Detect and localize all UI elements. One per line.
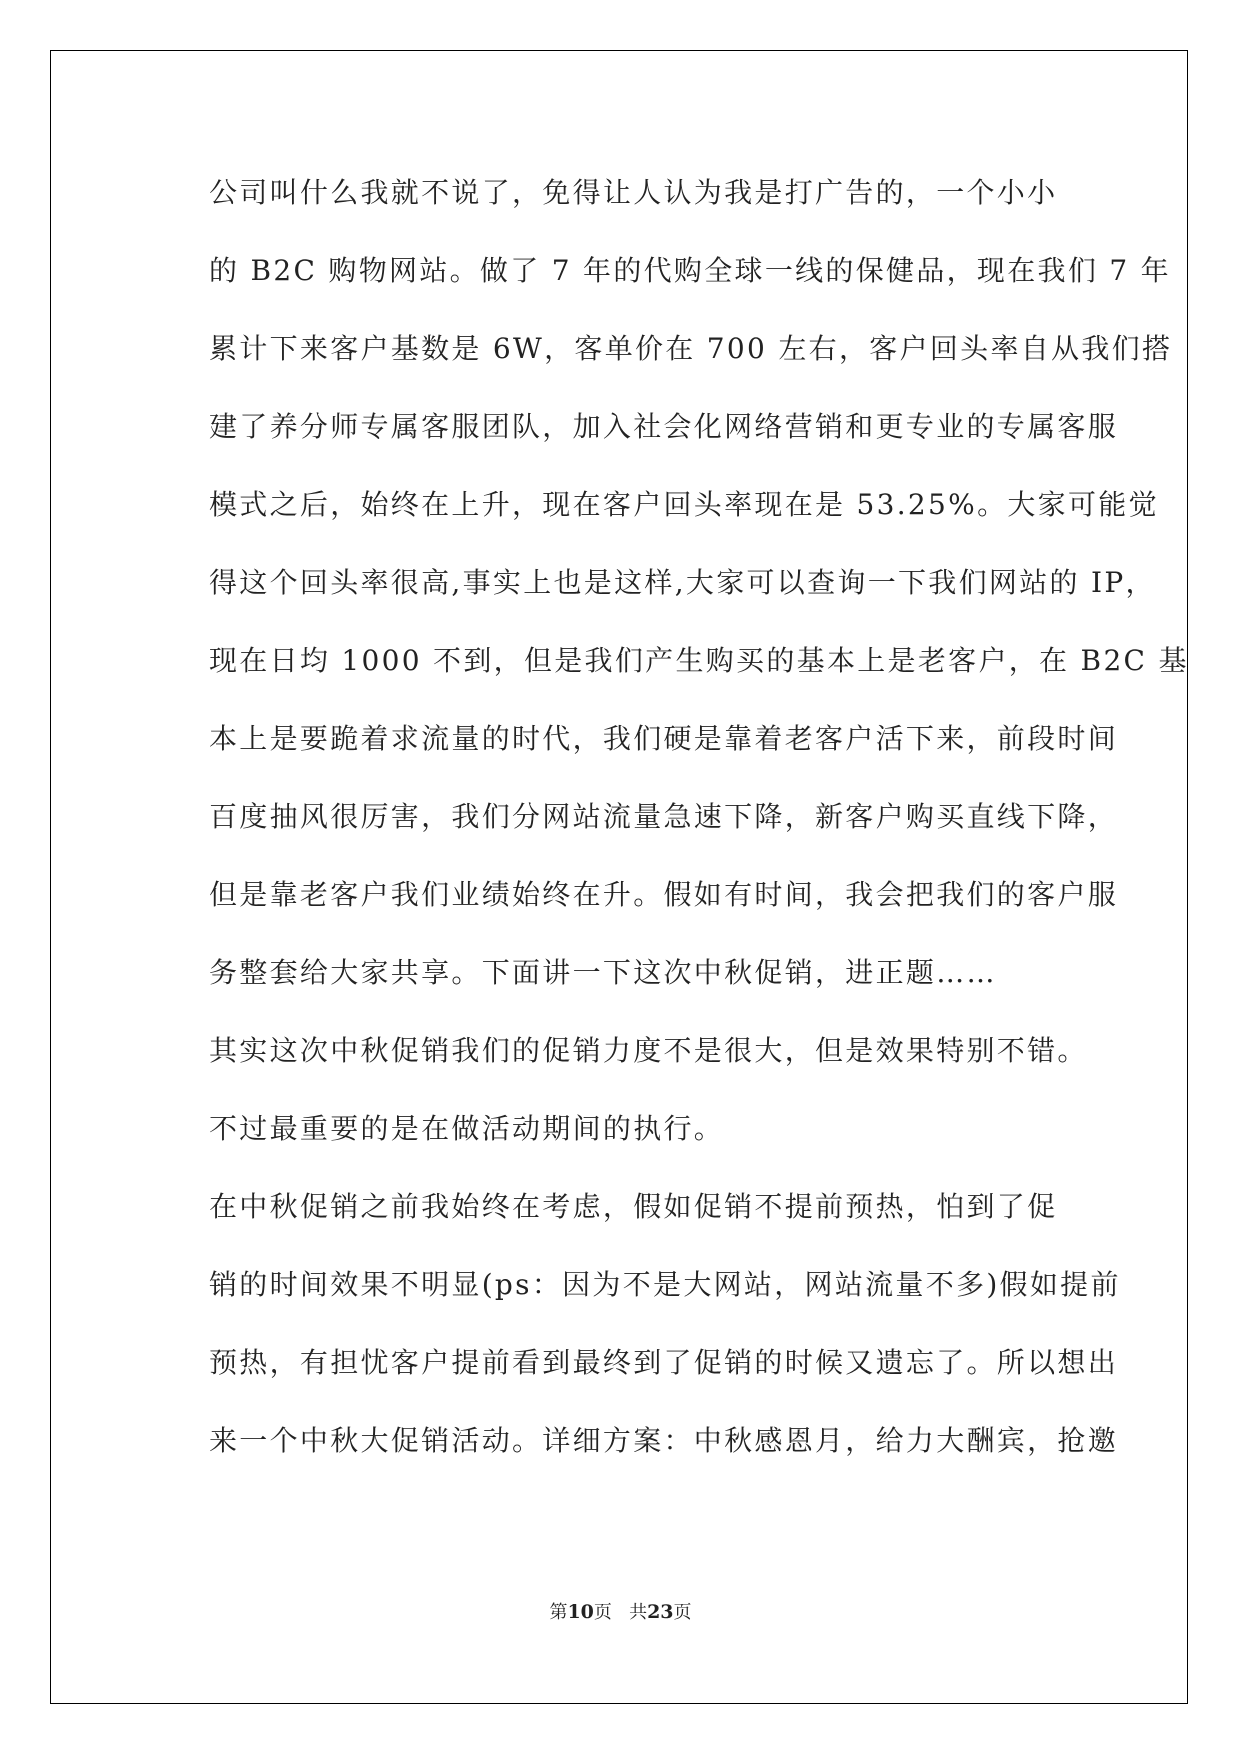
text-line: 不过最重要的是在做活动期间的执行。	[209, 1112, 725, 1145]
text-line: 的 B2C 购物网站。做了 7 年的代购全球一线的保健品，现在我们 7 年	[209, 254, 1171, 287]
footer-total-unit: 页	[673, 1602, 692, 1623]
footer-page-unit: 页	[593, 1602, 612, 1623]
text-line: 销的时间效果不明显(ps：因为不是大网站，网站流量不多)假如提前	[209, 1268, 1121, 1301]
text-line: 模式之后，始终在上升，现在客户回头率现在是 53.25%。大家可能觉	[209, 488, 1159, 521]
footer-prefix: 第	[549, 1602, 568, 1623]
text-line: 其实这次中秋促销我们的促销力度不是很大，但是效果特别不错。	[209, 1034, 1088, 1067]
current-page-number: 10	[567, 1601, 594, 1623]
text-line: 务整套给大家共享。下面讲一下这次中秋促销，进正题……	[209, 956, 997, 989]
total-pages-number: 23	[647, 1601, 674, 1623]
document-body	[153, 154, 1189, 1480]
text-line: 累计下来客户基数是 6W，客单价在 700 左右，客户回头率自从我们搭	[209, 332, 1173, 365]
paragraph-3	[153, 1168, 1121, 1480]
text-line: 在中秋促销之前我始终在考虑，假如促销不提前预热，怕到了促	[209, 1190, 1058, 1223]
paragraph-1	[153, 154, 1189, 1012]
text-line: 但是靠老客户我们业绩始终在升。假如有时间，我会把我们的客户服	[209, 878, 1119, 911]
footer-total-prefix: 共	[629, 1602, 648, 1623]
text-line: 公司叫什么我就不说了，免得让人认为我是打广告的，一个小小	[209, 176, 1058, 209]
text-line: 预热，有担忧客户提前看到最终到了促销的时候又遗忘了。所以想出	[209, 1346, 1119, 1379]
text-line: 本上是要跪着求流量的时代，我们硬是靠着老客户活下来，前段时间	[209, 722, 1119, 755]
paragraph-2	[153, 1012, 1093, 1168]
text-line: 来一个中秋大促销活动。详细方案：中秋感恩月，给力大酬宾，抢邀	[209, 1424, 1119, 1457]
text-line: 得这个回头率很高,事实上也是这样,大家可以查询一下我们网站的 IP，	[209, 566, 1156, 599]
page-footer	[0, 1598, 1241, 1624]
text-line: 现在日均 1000 不到，但是我们产生购买的基本上是老客户，在 B2C 基	[209, 644, 1189, 677]
text-line: 建了养分师专属客服团队，加入社会化网络营销和更专业的专属客服	[209, 410, 1119, 443]
text-line: 百度抽风很厉害，我们分网站流量急速下降，新客户购买直线下降，	[209, 800, 1119, 833]
